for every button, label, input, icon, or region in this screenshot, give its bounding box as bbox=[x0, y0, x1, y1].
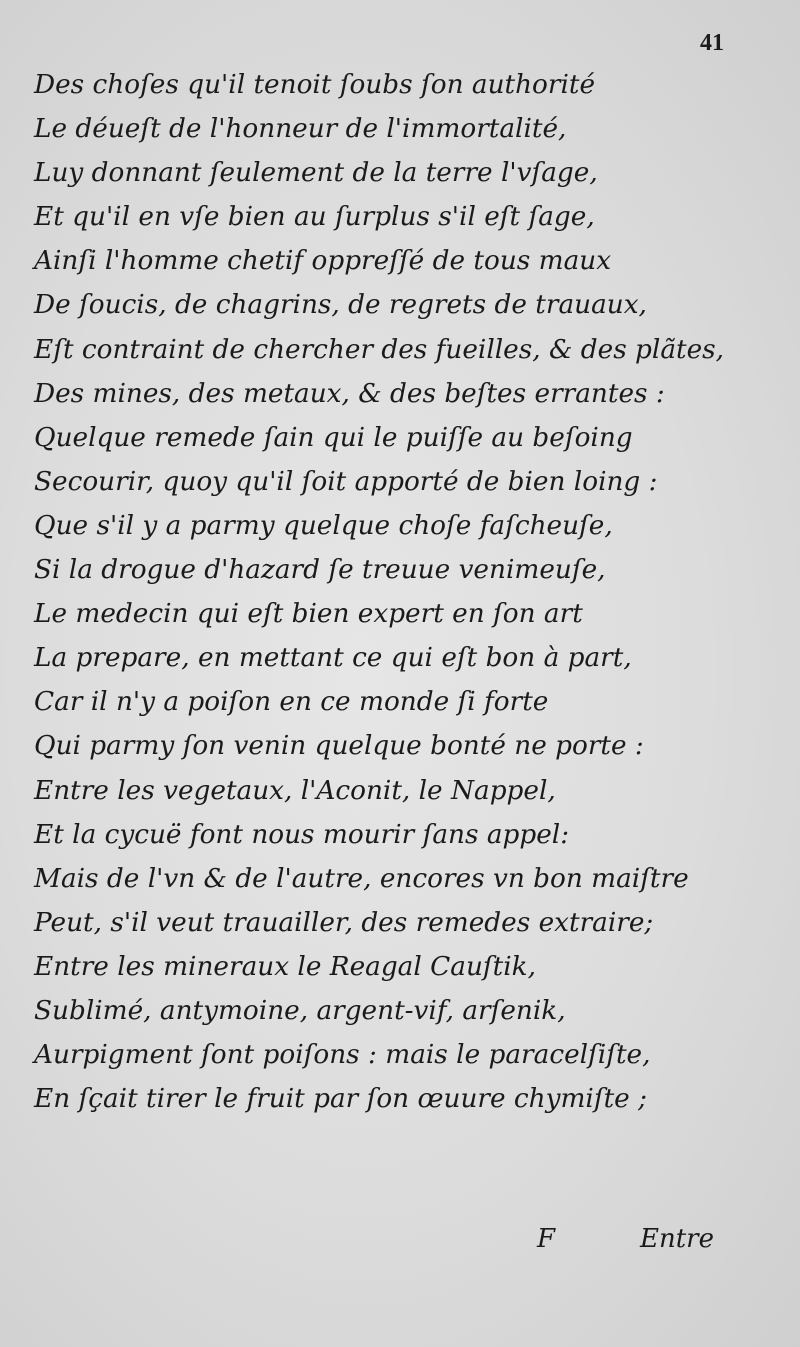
verse-line: Ainſi l'homme chetif oppreſſé de tous maux bbox=[34, 245, 612, 277]
page-number: 41 bbox=[700, 30, 724, 56]
signature-mark: F bbox=[537, 1224, 556, 1254]
verse-line: Eſt contraint de chercher des fueilles, & des plãtes, bbox=[34, 333, 725, 365]
verse-line: Entre les mineraux le Reagal Cauſtik, bbox=[34, 950, 536, 982]
verse-line: En ſçait tirer le fruit par ſon œuure chymiſte ; bbox=[34, 1083, 647, 1115]
verse-line: Car il n'y a poiſon en ce monde ſi forte bbox=[34, 686, 549, 718]
verse-line: Peut, s'il veut trauailler, des remedes extraire; bbox=[34, 906, 654, 938]
verse-line: De ſoucis, de chagrins, de regrets de trauaux, bbox=[34, 289, 647, 321]
verse-line: Entre les vegetaux, l'Aconit, le Nappel, bbox=[34, 774, 556, 806]
verse-line: Aurpigment ſont poiſons : mais le paracelſiſte, bbox=[34, 1039, 651, 1071]
verse-line: Des mines, des metaux, & des beſtes errantes : bbox=[34, 377, 665, 409]
verse-line: Des choſes qu'il tenoit ſoubs ſon authorité bbox=[34, 69, 596, 100]
verse-block bbox=[34, 63, 774, 1121]
verse-line: La prepare, en mettant ce qui eſt bon à part, bbox=[34, 642, 632, 674]
verse-line: Qui parmy ſon venin quelque bonté ne porte : bbox=[34, 730, 644, 762]
verse-line: Que s'il y a parmy quelque choſe faſcheuſe, bbox=[34, 509, 613, 541]
verse-line: Le medecin qui eſt bien expert en ſon art bbox=[34, 598, 583, 630]
verse-line: Mais de l'vn & de l'autre, encores vn bon maiſtre bbox=[34, 862, 689, 894]
verse-line: Secourir, quoy qu'il ſoit apporté de bien loing : bbox=[34, 465, 658, 497]
verse-line: Si la drogue d'hazard ſe treuue venimeuſe, bbox=[34, 554, 606, 586]
verse-line: Et qu'il en vſe bien au ſurplus s'il eſt ſage, bbox=[34, 201, 595, 233]
verse-line: Sublimé, antymoine, argent-vif, arſenik, bbox=[34, 994, 566, 1026]
verse-line: Le déueſt de l'honneur de l'immortalité, bbox=[34, 113, 567, 145]
verse-line: Quelque remede ſain qui le puiſſe au beſoing bbox=[34, 421, 633, 453]
verse-line: Luy donnant ſeulement de la terre l'vſage, bbox=[34, 157, 598, 189]
verse-line: Et la cycuë font nous mourir ſans appel: bbox=[34, 818, 570, 850]
catchword: Entre bbox=[640, 1224, 714, 1254]
